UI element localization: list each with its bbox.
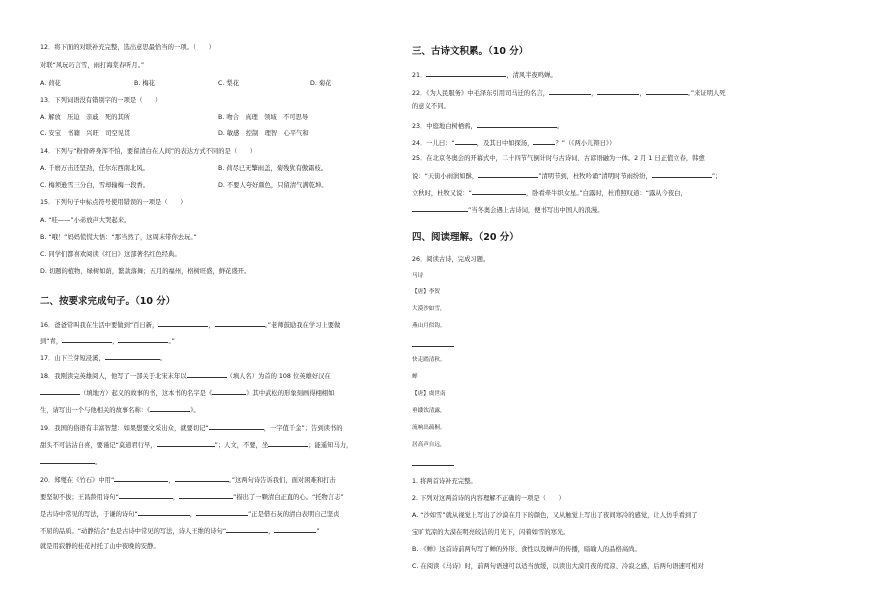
q14-option-b: B. 荷尽已无擎雨盖，菊残犹有傲霜枝。: [218, 165, 328, 172]
q12-couplet: 对联“风玩巧言雪，雨打海棠春听月。”: [40, 62, 145, 69]
q25-blank-1[interactable]: [478, 171, 538, 178]
q18-blank-1[interactable]: [187, 371, 227, 378]
q18-line-3: 生，请写出一个与他相关的故事名称：《 》。: [40, 407, 200, 414]
q13-stem: 13．下列词语没有错别字的一项是（ ）: [40, 97, 162, 104]
q19-line-3: 。: [40, 457, 101, 467]
q20-line-1: 20．郑燮在《竹石》中用“ ， 。”这两句诗告诉我们，面对困难和打击: [40, 477, 336, 484]
q25-blank-4[interactable]: [412, 205, 468, 212]
poem2-line-2: 流响出疏桐。: [412, 425, 446, 431]
poem1-title: 马诗: [412, 273, 424, 279]
q17-blank[interactable]: [105, 353, 160, 360]
q21-blank[interactable]: [426, 70, 506, 77]
q20-blank-7[interactable]: [226, 526, 268, 533]
q24-blank-1[interactable]: [455, 138, 477, 145]
q23: 23．中庭地白树栖鸦， 。: [412, 123, 563, 130]
q12-option-b: B. 梅花: [134, 80, 155, 87]
q16-blank-3[interactable]: [62, 336, 112, 343]
q19-blank-1[interactable]: [209, 423, 264, 430]
left-column: [40, 0, 412, 615]
q18-line-1: 18．我刚读完英雄阅人，他写了一部关于北宋末年以 （填人名）为首的 108 位英雄好汉在: [40, 373, 331, 380]
q20-blank-3[interactable]: [119, 492, 173, 499]
q15-option-a: A. “哇——”小弟放声大哭起来。: [40, 217, 131, 224]
q20-blank-1[interactable]: [114, 475, 168, 482]
q25-line-3: 立秋时，杜牧又说：“ ，卧看牵牛织女星。”白露时，杜甫照叹道：“露从今夜白，: [412, 190, 687, 197]
q13-option-b: B. 吻合 真理 领域 不可思导: [218, 114, 309, 121]
q20-line-4: 不屈的品质。“动静结合”也是古诗中常见的写法，诗人王维的诗句“ ， ”: [40, 528, 320, 535]
q19-line-1: 19．我国的俗语有丰富智慧：如果想要文采出众，就要切记“ ，一字值千金”；告到读书的: [40, 425, 343, 432]
q16-blank-1[interactable]: [158, 320, 208, 327]
section-4-heading: 四、阅读理解。（20 分）: [412, 232, 519, 243]
q20-blank-6[interactable]: [196, 509, 248, 516]
q19-line-2: 甜头不可沾沾自喜，要谨记“莫道君行早， ”；人文，不要，坐 ；能遥知马力，: [40, 442, 353, 449]
q25-line-1: 25．在北京冬奥会的开幕式中，二十四节气倒计时与古诗词、古谚语融为一体。2 月 1 日正值立春，韩愈: [412, 155, 705, 162]
q18-blank-4[interactable]: [150, 405, 190, 412]
right-column: [412, 0, 784, 615]
q14-option-a: A. 千磨万击还坚劲，任尔东西南北风。: [40, 165, 149, 172]
q16-line-2: 到“青， ， 。”: [40, 338, 175, 345]
q16-blank-4[interactable]: [118, 336, 168, 343]
sub2-option-a-line-2: 宝旷荒凉的大漠在明亮皎洁的月光下，闪着如雪的寒光。: [412, 529, 570, 536]
q24-blank-2[interactable]: [533, 138, 555, 145]
q14-stem: 14．下列与“粉骨碎身浑不怕，要留清白在人间”的表达方式不同的是（ ）: [40, 148, 257, 155]
q20-line-3: 是古诗中常见的写法，于谦的诗句“ ， ”正是借石灰的清白表明自己坚贞: [40, 511, 340, 518]
q25-line-4: ”当冬奥会遇上古诗词，便书写出中国人的浪漫。: [412, 205, 604, 215]
q22-line-2: 的意义不同。: [412, 103, 450, 110]
sub2-option-b: B. 《蝉》这首诗前两句写了蝉的外形、食性以及蝉声的传播，暗喻人的品格高尚。: [412, 546, 641, 553]
poem1-line-1: 大漠沙如雪，: [412, 306, 446, 312]
q18-line-2: （填地方）起义的故事的书，这本书的名字是《 》其中武松的形象刻画得栩栩如: [40, 388, 334, 398]
q16-line-1: 16．爸爸常叫我在生活中要做到“百日新， ， 。”老师鼓励我在学习上要做: [40, 322, 341, 329]
q25-blank-2[interactable]: [652, 171, 712, 178]
poem1-blank[interactable]: [412, 340, 454, 347]
poem1-line-3: [412, 340, 454, 350]
q20-line-2: 要坚韧不拔；王昌龄用诗句“ ， ”描出了一颗清白正直的心。“托物言志”: [40, 494, 344, 501]
q25-blank-3[interactable]: [472, 188, 526, 195]
sub2-option-c: C. 在阅读《马诗》时，前两句语速可以适当放缓，以读出大漠月夜的荒凉、冷寂之感，后两句语速可相对: [412, 563, 704, 570]
q25-line-2: 说：“天街小雨润如酥， ”清明节到，杜牧吟诵“清明时节雨纷纷， ”；: [412, 173, 722, 180]
poem2-author: 【唐】虞世南: [412, 391, 446, 397]
q22-blank-1[interactable]: [549, 88, 591, 95]
q13-option-a: A. 解放 压迫 亲戚 死的其所: [40, 114, 131, 121]
q24: 24．一儿曰：“ ，及其日中如探汤， ？”（《两小儿辩日》）: [412, 140, 616, 147]
q12-option-c: C. 梨花: [218, 80, 239, 87]
q15-option-d: D. 切题的植物，绿树如荫，繁款落舞；五月的福州，格树旺盛，鲜花盛开。: [40, 268, 251, 275]
q12-option-a: A. 荷花: [40, 80, 61, 87]
section-2-heading: 二、按要求完成句子。（10 分）: [40, 296, 176, 307]
q19-blank-4[interactable]: [40, 457, 95, 464]
q15-stem: 15．下列句子中标点符号使用错误的一项是（ ）: [40, 199, 187, 206]
poem1-line-2: 燕山月似钩。: [412, 323, 446, 329]
q26-stem: 26．阅读古诗，完成习题。: [412, 256, 490, 263]
poem1-line-4: 快走踏清秋。: [412, 357, 446, 363]
poem1-author: 【唐】李贺: [412, 289, 440, 295]
q12-option-d: D. 菊花: [310, 80, 332, 87]
q20-blank-2[interactable]: [175, 475, 229, 482]
poem2-line-1: 垂緌饮清露，: [412, 408, 446, 414]
sub-question-1: 1. 将两首诗补充完整。: [412, 478, 477, 485]
poem2-line-4: [412, 459, 454, 469]
q22-blank-3[interactable]: [646, 88, 688, 95]
q19-blank-3[interactable]: [268, 440, 308, 447]
q15-option-c: C. 同学们都喜欢阅读《红日》这部著名红色经典。: [40, 251, 181, 258]
q18-blank-3[interactable]: [212, 388, 246, 395]
q17: 17．山下兰芽短浸溪， 。: [40, 355, 166, 362]
q15-option-b: B. “哦！”妈妈慌慌大悟：“那当然了，这周末带你去玩。”: [40, 234, 197, 241]
q20-blank-8[interactable]: [274, 526, 316, 533]
poem2-blank[interactable]: [412, 459, 454, 466]
q16-blank-2[interactable]: [215, 320, 265, 327]
sub2-option-a-line-1: A. “沙如雪”就从视觉上写出了沙漠在月下的颜色，又从触觉上写出了夜间寒冷的感觉，让人仿乎看到了: [412, 512, 698, 519]
q13-option-c: C. 安宝 书籍 兴旺 司空见贯: [40, 130, 131, 137]
q21: 21． ，清风半夜鸣蝉。: [412, 72, 557, 79]
q14-option-d: D. 不要人夸好颜色，只留清气满乾坤。: [218, 182, 328, 189]
q13-option-d: D. 敏感 控制 理智 心平气和: [218, 130, 309, 137]
poem2-line-3: 居高声自远，: [412, 442, 446, 448]
q12-stem: 12．将下面的对联补充完整，选出意思最恰当的一项。（ ）: [40, 44, 215, 51]
q22-blank-2[interactable]: [597, 88, 639, 95]
q14-option-c: C. 梅须逊雪三分白，雪却输梅一段香。: [40, 182, 150, 189]
section-3-heading: 三、古诗文积累。（10 分）: [412, 46, 529, 57]
q20-blank-4[interactable]: [179, 492, 233, 499]
q20-blank-5[interactable]: [138, 509, 190, 516]
q19-blank-2[interactable]: [157, 440, 215, 447]
q18-blank-2[interactable]: [40, 388, 80, 395]
q23-blank[interactable]: [477, 121, 557, 128]
poem2-title: 蝉: [412, 374, 418, 380]
sub-question-2: 2. 下列对这两首诗的内容理解不正确的一项是（ ）: [412, 495, 565, 502]
q20-line-5: 就是用寂静的桂花衬托了山中夜晚的安静。: [40, 543, 160, 550]
q22-line-1: 22．《为人民服务》中毛泽东引用司马迁的名言， ， ， 。”来证明人死: [412, 90, 726, 97]
